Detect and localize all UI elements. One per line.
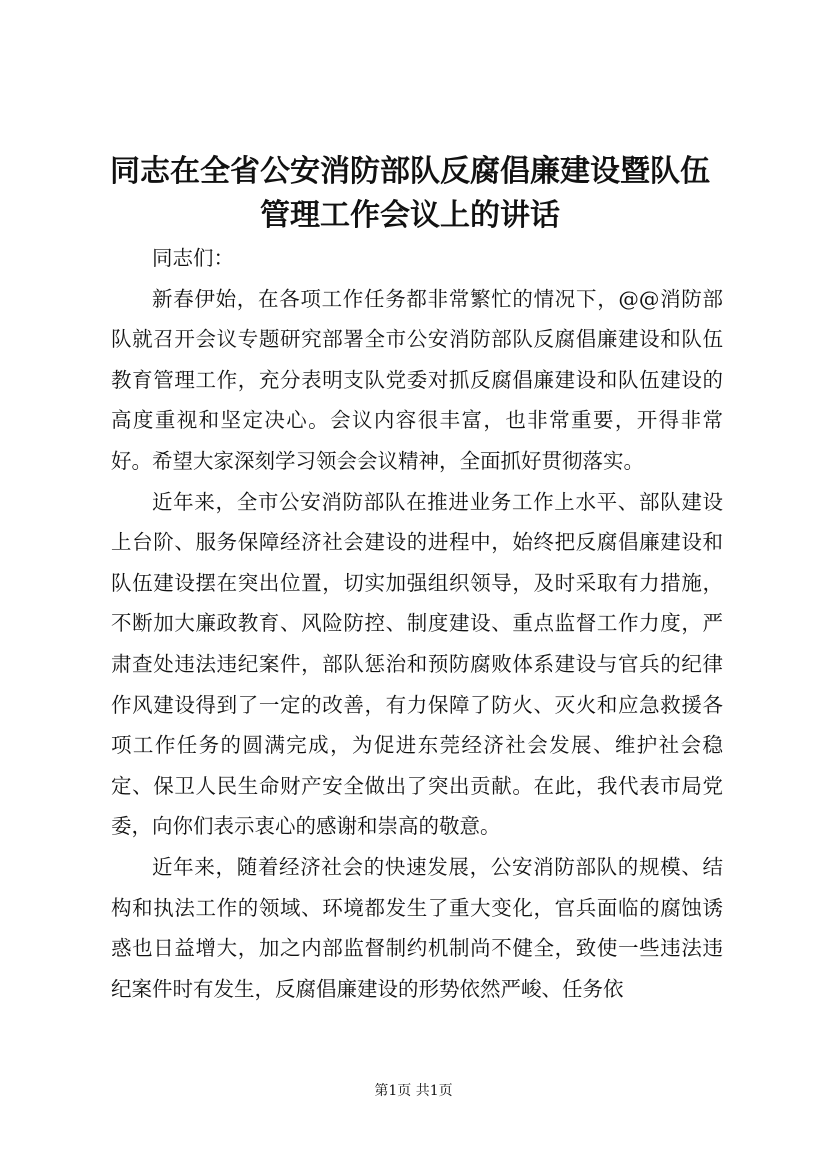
page-footer: 第1页 共1页 (374, 1083, 453, 1099)
paragraph-1: 新春伊始，在各项工作任务都非常繁忙的情况下，@@消防部队就召开会议专题研究部署全市公安消防部队反腐倡廉建设和队伍教育管理工作，充分表明支队党委对抓反腐倡廉建设和队伍建设的高度重视和坚定决心。会议内容很丰富，也非常重要，开得非常好。希望大家深刻学习领会会议精神，全面抓好贯彻落实。 (111, 286, 723, 473)
title-line-2: 管理工作会议上的讲话 (260, 198, 560, 233)
salutation: 同志们： (152, 246, 234, 270)
document-body (111, 238, 723, 1009)
page-title (90, 150, 730, 238)
paragraph-2: 近年来，全市公安消防部队在推进业务工作上水平、部队建设上台阶、服务保障经济社会建设的进程中，始终把反腐倡廉建设和队伍建设摆在突出位置，切实加强组织领导，及时采取有力措施，不断加大廉政教育、风险防控、制度建设、重点监督工作力度，严肃查处违法违纪案件，部队惩治和预防腐败体系建设与官兵的纪律作风建设得到了一定的改善，有力保障了防火、灭火和应急救援各项工作任务的圆满完成，为促进东莞经济社会发展、维护社会稳定、保卫人民生命财产安全做出了突出贡献。在此，我代表市局党委，向你们表示衷心的感谢和崇高的敬意。 (111, 489, 723, 839)
title-line-1: 同志在全省公安消防部队反腐倡廉建设暨队伍 (110, 154, 710, 189)
paragraph-3: 近年来，随着经济社会的快速发展，公安消防部队的规模、结构和执法工作的领域、环境都发生了重大变化，官兵面临的腐蚀诱惑也日益增大，加之内部监督制约机制尚不健全，致使一些违法违纪案件时有发生，反腐倡廉建设的形势依然严峻、任务依 (111, 854, 723, 1001)
